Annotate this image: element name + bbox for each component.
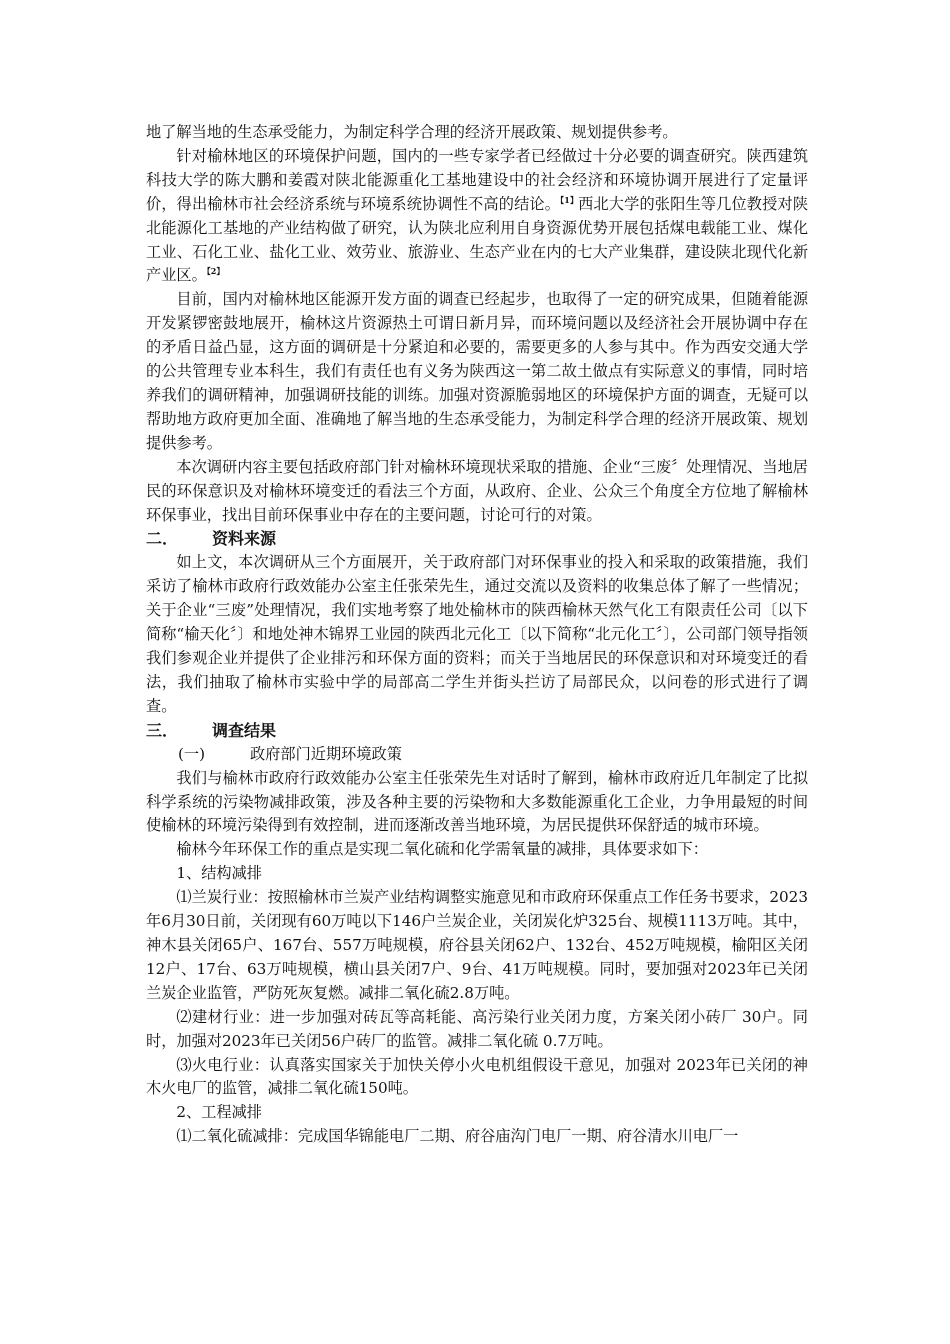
section-heading (146, 527, 808, 551)
section-number: 三． (146, 720, 179, 740)
paragraph-text: 西北大学的张阳生等几位教授对陕北能源化工基地的产业结构做了研究，认为陕北应利用自身资源优势开展包括煤电载能工业、煤化工业、石化工业、盐化工业、效劳业、旅游业、生态产业在内的七大产业集群，建设陕北现代化新产业区。 (146, 194, 809, 285)
list-heading: 1、结构减排 (176, 864, 262, 883)
paragraph: 目前，国内对榆林地区能源开发方面的调查已经起步，也取得了一定的研究成果，但随着能源开发紧锣密鼓地展开，榆林这片资源热土可谓日新月异，而环境问题以及经济社会开展协调中存在的矛盾日益凸显，这方面的调研是十分紧迫和必要的，需要更多的人参与其中。作为西安交通大学的公共管理专业本科生，我们有责任也有义务为陕西这一第二故土做点有实际意义的事情，同时培养我们的调研精神，加强调研技能的训练。加强对资源脆弱地区的环境保护方面的调查，无疑可以帮助地方政府更加全面、准确地了解当地的生态承受能力，为制定科学合理的经济开展政策、规划提供参考。 (146, 290, 808, 452)
paragraph: 如上文，本次调研从三个方面展开，关于政府部门对环保事业的投入和采取的政策措施，我们采访了榆林市政府行政效能办公室主任张荣先生，通过交流以及资料的收集总体了解了一些情况；关于企业“三废”处理情况，我们实地考察了地处榆林市的陕西榆林天然气化工有限责任公司〔以下简称“榆天化〞〕和地处神木锦界工业园的陕西北元化工〔以下简称“北元化工〞〕，公司部门领导指领我们参观企业并提供了企业排污和环保方面的资料；而关于当地居民的环保意识和对环境变迁的看法，我们抽取了榆林市实验中学的局部高二学生并街头拦访了局部民众，以问卷的形式进行了调查。 (146, 553, 808, 715)
paragraph: 我们与榆林市政府行政效能办公室主任张荣先生对话时了解到，榆林市政府近几年制定了比拟科学系统的污染物减排政策，涉及各种主要的污染物和大多数能源重化工企业，力争用最短的时间使榆林的环境污染得到有效控制，进而逐渐改善当地环境，为居民提供环保舒适的城市环境。 (146, 768, 808, 835)
paragraph: ⑵建材行业：进一步加强对砖瓦等高耗能、高污染行业关闭力度，方案关闭小砖厂 30户。同时，加强对2023年已关闭56户砖厂的监管。减排二氧化硫 0.7万吨。 (146, 1007, 808, 1050)
paragraph: 地了解当地的生态承受能力，为制定科学合理的经济开展政策、规划提供参考。 (146, 123, 678, 141)
section-title: 资料来源 (212, 529, 277, 549)
paragraph (146, 145, 808, 288)
section-heading (146, 719, 808, 743)
paragraph: ⑴兰炭行业：按照榆林市兰炭产业结构调整实施意见和市政府环保重点工作任务书要求，2023年6月30日前，关闭现有60万吨以下146户兰炭企业，关闭炭化炉325台、规模1113万吨。其中，神木县关闭65户、167台、557万吨规模，府谷县关闭62户、132台、452万吨规模，榆阳区关闭12户、17台、63万吨规模，横山县关闭7户、9台、41万吨规模。同时，要加强对2023年已关闭兰炭企业监管，严防死灰复燃。减排二氧化硫2.8万吨。 (146, 888, 808, 1002)
paragraph: 榆林今年环保工作的重点是实现二氧化硫和化学需氧量的减排，具体要求如下： (176, 840, 708, 859)
subsection-heading (146, 743, 808, 767)
paragraph: 本次调研内容主要包括政府部门针对榆林环境现状采取的措施、企业“三废〞处理情况、当地居民的环保意识及对榆林环境变迁的看法三个方面，从政府、企业、公众三个角度全方位地了解榆林环保事业，找出目前环保事业中存在的主要问题，讨论可行的对策。 (146, 457, 808, 524)
paragraph: ⑴二氧化硫减排：完成国华锦能电厂二期、府谷庙沟门电厂一期、府谷清水川电厂一 (176, 1127, 739, 1146)
section-title: 调查结果 (212, 720, 277, 740)
paragraph-text: 针对榆林地区的环境保护问题，国内的一些专家学者已经做过十分必要的调查研究。陕西建筑科技大学的陈大鹏和姜霞对陕北能源重化工基地建设中的社会经济和环境协调开展进行了定量评价，得出榆林市社会经济系统与环境系统协调性不高的结论。 (146, 146, 808, 213)
subsection-title: 政府部门近期环境政策 (250, 744, 402, 763)
subsection-number: (一) (178, 744, 206, 763)
document-page (146, 121, 808, 1149)
citation: 【2】 (206, 266, 225, 277)
citation: 【1】 (560, 194, 579, 205)
list-heading: 2、工程减排 (176, 1103, 262, 1122)
section-number: 二． (146, 529, 179, 549)
paragraph: ⑶火电行业：认真落实国家关于加快关停小火电机组假设干意见，加强对 2023年已关闭的神木火电厂的监管，减排二氧化硫150吨。 (146, 1055, 808, 1098)
